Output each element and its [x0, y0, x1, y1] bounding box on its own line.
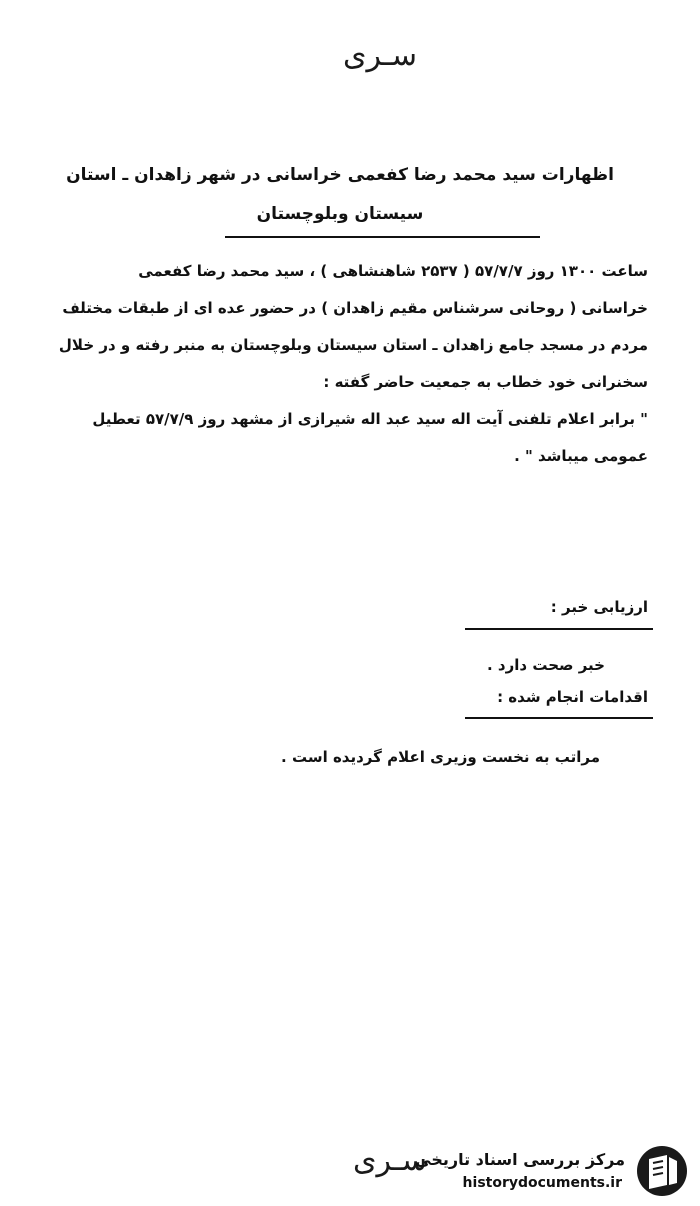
- body-line-5: " برابر اعلام تلفنی آیت اله سید عبد اله شیرازی از مشهد روز ۵۷/۷/۹ تعطیل: [92, 410, 648, 428]
- document-subtitle: سیستان وبلوچستان: [256, 204, 424, 224]
- body-line-2: خراسانی ( روحانی سرشناس مقیم زاهدان ) در حضور عده ای از طبقات مختلف: [62, 299, 648, 317]
- archive-logo-icon: [633, 1143, 691, 1199]
- evaluation-rule: [465, 628, 653, 630]
- evaluation-text: خبر صحت دارد .: [487, 656, 605, 674]
- actions-rule: [465, 717, 653, 719]
- classification-bottom: سـری: [353, 1143, 427, 1178]
- title-underline: [225, 236, 540, 238]
- actions-heading: اقدامات انجام شده :: [497, 688, 648, 706]
- body-line-6: عمومی میباشد " .: [514, 447, 648, 465]
- body-line-1: ساعت ۱۳۰۰ روز ۵۷/۷/۷ ( ۲۵۳۷ شاهنشاهی ) ، سید محمد رضا کفعمی: [138, 262, 648, 280]
- actions-text: مراتب به نخست وزیری اعلام گردیده است .: [281, 748, 600, 766]
- watermark-title: مرکز بررسی اسناد تاریخی: [415, 1150, 625, 1169]
- body-line-4: سخنرانی خود خطاب به جمعیت حاضر گفته :: [323, 373, 648, 391]
- document-title: اظهارات سید محمد رضا کفعمی خراسانی در شهر زاهدان ـ استان: [66, 165, 614, 185]
- classification-top: سـری: [343, 38, 417, 73]
- body-line-3: مردم در مسجد جامع زاهدان ـ استان سیستان وبلوچستان به منبر رفته و در خلال: [58, 336, 648, 354]
- watermark-url: historydocuments.ir: [462, 1175, 622, 1191]
- evaluation-heading: ارزیابی خبر :: [550, 598, 648, 616]
